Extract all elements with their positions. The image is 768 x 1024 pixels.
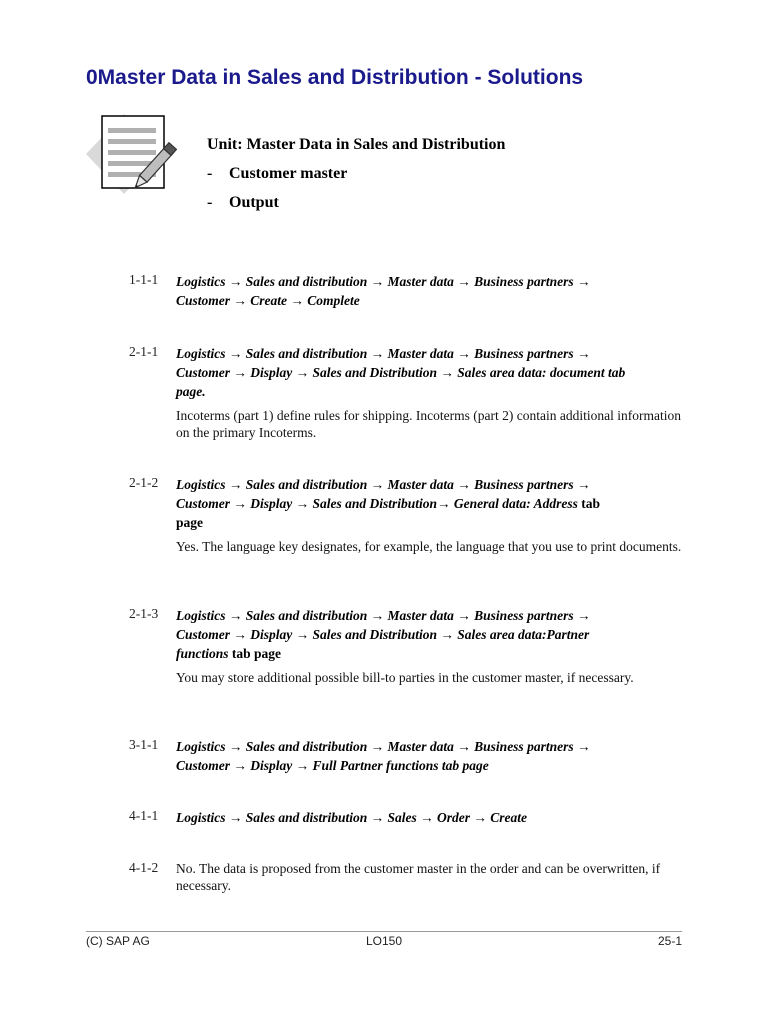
footer-copyright: (C) SAP AG [86, 934, 150, 948]
bullet-dash: - [207, 194, 213, 211]
unit-block [207, 130, 505, 217]
unit-item-customer-master [207, 159, 505, 188]
footer-divider [86, 931, 682, 932]
menu-path-line: Customer → Create → Complete [176, 293, 360, 308]
solution-entry [129, 737, 689, 775]
menu-path-line: Logistics → Sales and distribution → Sales → Order → Create [176, 810, 528, 825]
menu-path-text: functions [176, 646, 229, 661]
menu-path-line: Customer → Display → Full Partner functions tab page [176, 758, 489, 773]
bullet-dash: - [207, 165, 213, 182]
page-title: 0Master Data in Sales and Distribution - Solutions [86, 66, 584, 89]
exercise-number: 1-1-1 [129, 272, 159, 287]
solution-entry [129, 272, 689, 310]
notepad-pencil-icon [82, 108, 186, 200]
menu-path-line [176, 644, 689, 663]
answer-text: Yes. The language key designates, for example, the language that you use to print documents. [176, 539, 682, 554]
menu-path [176, 475, 689, 532]
exercise-number: 2-1-1 [129, 344, 159, 359]
unit-item-label: Output [229, 194, 279, 211]
menu-path [176, 606, 689, 663]
solution-entry [129, 860, 689, 894]
footer-course-code: LO150 [366, 934, 403, 948]
menu-path-line: Logistics → Sales and distribution → Master data → Business partners → [176, 739, 591, 754]
answer-text: No. The data is proposed from the customer master in the order and can be overwritten, if necessary. [176, 861, 661, 893]
exercise-number: 2-1-3 [129, 606, 159, 621]
unit-heading: Unit: Master Data in Sales and Distribution [207, 136, 506, 153]
answer-text: Incoterms (part 1) define rules for shipping. Incoterms (part 2) contain additional information on the primary Incoterms. [176, 408, 681, 440]
menu-path-line: Logistics → Sales and distribution → Master data → Business partners → [176, 477, 591, 492]
solution-entry [129, 808, 689, 827]
unit-item-label: Customer master [229, 165, 348, 182]
menu-path-line: Customer → Display → Sales and Distribution → Sales area data:Partner [176, 627, 590, 642]
menu-path-line: Logistics → Sales and distribution → Master data → Business partners → [176, 274, 591, 289]
menu-path-suffix: tab [577, 496, 601, 511]
exercise-number: 3-1-1 [129, 737, 159, 752]
exercise-number: 2-1-2 [129, 475, 159, 490]
menu-path [176, 272, 689, 310]
solution-entry [129, 344, 689, 441]
exercise-number: 4-1-2 [129, 860, 159, 875]
menu-path-line: Logistics → Sales and distribution → Master data → Business partners → [176, 608, 591, 623]
solution-entry [129, 475, 689, 555]
menu-path [176, 737, 689, 775]
exercise-number: 4-1-1 [129, 808, 159, 823]
menu-path-line: page [176, 515, 203, 530]
menu-path-line: Customer → Display → Sales and Distribution → Sales area data: document tab [176, 365, 626, 380]
solution-entry [129, 606, 689, 686]
menu-path [176, 344, 689, 401]
menu-path-text: Customer → Display → Sales and Distribution→ General data: Address [176, 496, 578, 511]
footer-page-number: 25-1 [657, 934, 682, 948]
menu-path [176, 808, 689, 827]
answer-text: You may store additional possible bill-to parties in the customer master, if necessary. [176, 670, 634, 685]
menu-path-line [176, 494, 689, 513]
unit-item-output [207, 188, 505, 217]
menu-path-suffix: tab page [228, 646, 282, 661]
menu-path-line: page. [176, 384, 206, 399]
menu-path-line: Logistics → Sales and distribution → Master data → Business partners → [176, 346, 591, 361]
